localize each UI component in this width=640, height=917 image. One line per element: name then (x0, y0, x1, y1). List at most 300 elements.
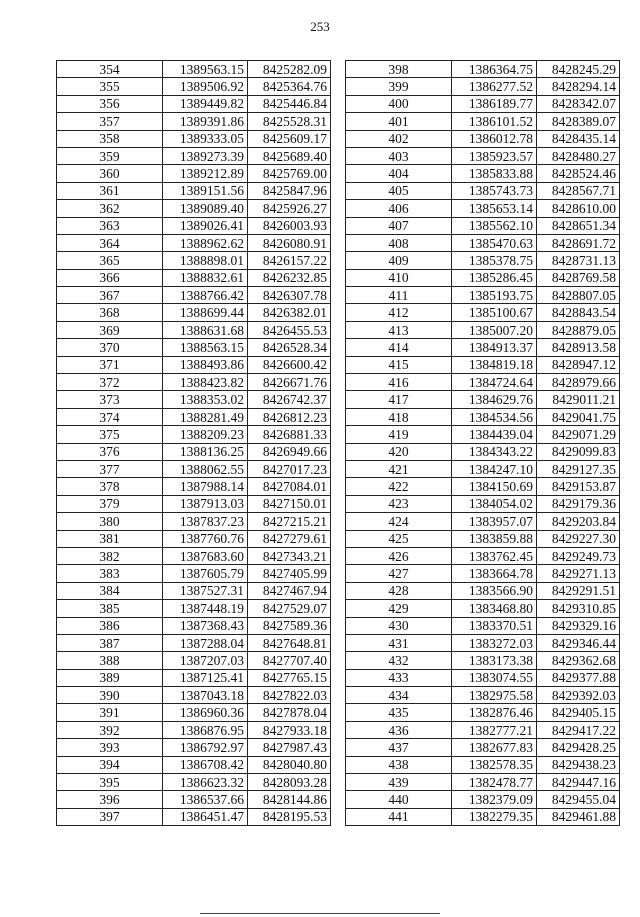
x-coordinate-cell: 1389563.15 (163, 61, 248, 78)
table-row (346, 478, 620, 495)
y-coordinate-cell: 8429127.35 (537, 460, 620, 477)
y-coordinate-cell: 8428610.00 (537, 200, 620, 217)
point-number-cell: 361 (57, 182, 163, 199)
table-row (57, 478, 331, 495)
table-row (57, 182, 331, 199)
x-coordinate-cell: 1383566.90 (452, 582, 537, 599)
x-coordinate-cell: 1386012.78 (452, 130, 537, 147)
point-number-cell: 426 (346, 547, 452, 564)
table-row (346, 165, 620, 182)
point-number-cell: 365 (57, 252, 163, 269)
table-row (57, 356, 331, 373)
y-coordinate-cell: 8428524.46 (537, 165, 620, 182)
x-coordinate-cell: 1382677.83 (452, 739, 537, 756)
point-number-cell: 434 (346, 687, 452, 704)
table-row (57, 339, 331, 356)
y-coordinate-cell: 8429362.68 (537, 652, 620, 669)
table-row (57, 565, 331, 582)
table-row (57, 426, 331, 443)
x-coordinate-cell: 1388136.25 (163, 443, 248, 460)
y-coordinate-cell: 8429099.83 (537, 443, 620, 460)
table-row (346, 617, 620, 634)
table-row (346, 669, 620, 686)
x-coordinate-cell: 1387527.31 (163, 582, 248, 599)
y-coordinate-cell: 8429438.23 (537, 756, 620, 773)
point-number-cell: 383 (57, 565, 163, 582)
table-row (57, 582, 331, 599)
point-number-cell: 371 (57, 356, 163, 373)
table-row (57, 374, 331, 391)
table-row (346, 95, 620, 112)
table-row (57, 287, 331, 304)
point-number-cell: 410 (346, 269, 452, 286)
point-number-cell: 411 (346, 287, 452, 304)
y-coordinate-cell: 8428807.05 (537, 287, 620, 304)
x-coordinate-cell: 1384054.02 (452, 495, 537, 512)
point-number-cell: 380 (57, 513, 163, 530)
point-number-cell: 435 (346, 704, 452, 721)
y-coordinate-cell: 8426881.33 (248, 426, 331, 443)
y-coordinate-cell: 8428389.07 (537, 113, 620, 130)
y-coordinate-cell: 8429071.29 (537, 426, 620, 443)
y-coordinate-cell: 8429249.73 (537, 547, 620, 564)
table-row (346, 252, 620, 269)
x-coordinate-cell: 1386364.75 (452, 61, 537, 78)
table-row (57, 113, 331, 130)
table-row (57, 95, 331, 112)
point-number-cell: 437 (346, 739, 452, 756)
y-coordinate-cell: 8429417.22 (537, 721, 620, 738)
table-row (346, 217, 620, 234)
table-row (57, 791, 331, 808)
y-coordinate-cell: 8428435.14 (537, 130, 620, 147)
table-row (57, 61, 331, 78)
point-number-cell: 430 (346, 617, 452, 634)
y-coordinate-cell: 8428913.58 (537, 339, 620, 356)
x-coordinate-cell: 1385653.14 (452, 200, 537, 217)
point-number-cell: 412 (346, 304, 452, 321)
x-coordinate-cell: 1382578.35 (452, 756, 537, 773)
point-number-cell: 391 (57, 704, 163, 721)
x-coordinate-cell: 1385007.20 (452, 321, 537, 338)
x-coordinate-cell: 1386101.52 (452, 113, 537, 130)
y-coordinate-cell: 8426671.76 (248, 374, 331, 391)
y-coordinate-cell: 8429041.75 (537, 408, 620, 425)
y-coordinate-cell: 8427765.15 (248, 669, 331, 686)
point-number-cell: 372 (57, 374, 163, 391)
point-number-cell: 392 (57, 721, 163, 738)
y-coordinate-cell: 8425282.09 (248, 61, 331, 78)
point-number-cell: 419 (346, 426, 452, 443)
x-coordinate-cell: 1382379.09 (452, 791, 537, 808)
x-coordinate-cell: 1383074.55 (452, 669, 537, 686)
table-row (57, 321, 331, 338)
point-number-cell: 366 (57, 269, 163, 286)
y-coordinate-cell: 8427933.18 (248, 721, 331, 738)
point-number-cell: 420 (346, 443, 452, 460)
y-coordinate-cell: 8425528.31 (248, 113, 331, 130)
page-number: 253 (310, 19, 330, 34)
x-coordinate-cell: 1388766.42 (163, 287, 248, 304)
point-number-cell: 368 (57, 304, 163, 321)
x-coordinate-cell: 1385923.57 (452, 147, 537, 164)
y-coordinate-cell: 8428294.14 (537, 78, 620, 95)
x-coordinate-cell: 1388062.55 (163, 460, 248, 477)
table-row (57, 704, 331, 721)
y-coordinate-cell: 8427648.81 (248, 634, 331, 651)
table-row (346, 130, 620, 147)
table-row (346, 600, 620, 617)
table-row (346, 513, 620, 530)
point-number-cell: 364 (57, 234, 163, 251)
table-row (57, 304, 331, 321)
y-coordinate-cell: 8429203.84 (537, 513, 620, 530)
y-coordinate-cell: 8428093.28 (248, 774, 331, 791)
table-row (57, 530, 331, 547)
point-number-cell: 413 (346, 321, 452, 338)
y-coordinate-cell: 8429455.04 (537, 791, 620, 808)
table-row (346, 634, 620, 651)
point-number-cell: 428 (346, 582, 452, 599)
point-number-cell: 384 (57, 582, 163, 599)
y-coordinate-cell: 8429447.16 (537, 774, 620, 791)
x-coordinate-cell: 1386537.66 (163, 791, 248, 808)
x-coordinate-cell: 1388493.86 (163, 356, 248, 373)
point-number-cell: 373 (57, 391, 163, 408)
point-number-cell: 432 (346, 652, 452, 669)
y-coordinate-cell: 8427822.03 (248, 687, 331, 704)
table-row (57, 547, 331, 564)
table-row (346, 78, 620, 95)
y-coordinate-cell: 8426742.37 (248, 391, 331, 408)
x-coordinate-cell: 1384439.04 (452, 426, 537, 443)
point-number-cell: 374 (57, 408, 163, 425)
y-coordinate-cell: 8425926.27 (248, 200, 331, 217)
table-row (57, 687, 331, 704)
point-number-cell: 400 (346, 95, 452, 112)
table-row (57, 165, 331, 182)
table-row (57, 652, 331, 669)
x-coordinate-cell: 1386876.95 (163, 721, 248, 738)
point-number-cell: 370 (57, 339, 163, 356)
y-coordinate-cell: 8427343.21 (248, 547, 331, 564)
table-row (57, 252, 331, 269)
x-coordinate-cell: 1386960.36 (163, 704, 248, 721)
table-row (346, 704, 620, 721)
y-coordinate-cell: 8425847.96 (248, 182, 331, 199)
x-coordinate-cell: 1384913.37 (452, 339, 537, 356)
y-coordinate-cell: 8429179.36 (537, 495, 620, 512)
y-coordinate-cell: 8426157.22 (248, 252, 331, 269)
x-coordinate-cell: 1389506.92 (163, 78, 248, 95)
coordinates-table-left (56, 60, 331, 826)
x-coordinate-cell: 1388898.01 (163, 252, 248, 269)
table-row (346, 408, 620, 425)
table-row (346, 287, 620, 304)
table-row (57, 443, 331, 460)
x-coordinate-cell: 1389089.40 (163, 200, 248, 217)
y-coordinate-cell: 8428843.54 (537, 304, 620, 321)
y-coordinate-cell: 8426455.53 (248, 321, 331, 338)
y-coordinate-cell: 8425689.40 (248, 147, 331, 164)
x-coordinate-cell: 1386189.77 (452, 95, 537, 112)
table-row (346, 547, 620, 564)
table-row (57, 217, 331, 234)
x-coordinate-cell: 1384534.56 (452, 408, 537, 425)
x-coordinate-cell: 1387043.18 (163, 687, 248, 704)
y-coordinate-cell: 8429291.51 (537, 582, 620, 599)
y-coordinate-cell: 8426812.23 (248, 408, 331, 425)
point-number-cell: 367 (57, 287, 163, 304)
y-coordinate-cell: 8428979.66 (537, 374, 620, 391)
x-coordinate-cell: 1383859.88 (452, 530, 537, 547)
table-row (346, 808, 620, 825)
x-coordinate-cell: 1387988.14 (163, 478, 248, 495)
y-coordinate-cell: 8427215.21 (248, 513, 331, 530)
table-row (346, 269, 620, 286)
table-row (57, 391, 331, 408)
x-coordinate-cell: 1389026.41 (163, 217, 248, 234)
table-row (346, 182, 620, 199)
y-coordinate-cell: 8429405.15 (537, 704, 620, 721)
table-row (346, 530, 620, 547)
point-number-cell: 395 (57, 774, 163, 791)
y-coordinate-cell: 8426528.34 (248, 339, 331, 356)
table-row (57, 513, 331, 530)
table-row (346, 582, 620, 599)
point-number-cell: 362 (57, 200, 163, 217)
y-coordinate-cell: 8429011.21 (537, 391, 620, 408)
point-number-cell: 382 (57, 547, 163, 564)
y-coordinate-cell: 8426382.01 (248, 304, 331, 321)
point-number-cell: 389 (57, 669, 163, 686)
table-row (346, 200, 620, 217)
table-row (346, 304, 620, 321)
point-number-cell: 406 (346, 200, 452, 217)
table-row (57, 739, 331, 756)
x-coordinate-cell: 1383762.45 (452, 547, 537, 564)
x-coordinate-cell: 1388962.62 (163, 234, 248, 251)
point-number-cell: 401 (346, 113, 452, 130)
point-number-cell: 424 (346, 513, 452, 530)
y-coordinate-cell: 8428731.13 (537, 252, 620, 269)
point-number-cell: 427 (346, 565, 452, 582)
point-number-cell: 405 (346, 182, 452, 199)
x-coordinate-cell: 1388631.68 (163, 321, 248, 338)
table-row (57, 460, 331, 477)
x-coordinate-cell: 1383370.51 (452, 617, 537, 634)
point-number-cell: 408 (346, 234, 452, 251)
y-coordinate-cell: 8427150.01 (248, 495, 331, 512)
table-row (57, 234, 331, 251)
point-number-cell: 398 (346, 61, 452, 78)
x-coordinate-cell: 1388353.02 (163, 391, 248, 408)
point-number-cell: 441 (346, 808, 452, 825)
x-coordinate-cell: 1385833.88 (452, 165, 537, 182)
x-coordinate-cell: 1389151.56 (163, 182, 248, 199)
table-row (346, 321, 620, 338)
table-row (57, 408, 331, 425)
point-number-cell: 403 (346, 147, 452, 164)
x-coordinate-cell: 1386277.52 (452, 78, 537, 95)
y-coordinate-cell: 8429227.30 (537, 530, 620, 547)
x-coordinate-cell: 1384819.18 (452, 356, 537, 373)
point-number-cell: 375 (57, 426, 163, 443)
point-number-cell: 409 (346, 252, 452, 269)
y-coordinate-cell: 8428040.80 (248, 756, 331, 773)
table-row (57, 200, 331, 217)
table-row (57, 495, 331, 512)
table-row (346, 652, 620, 669)
y-coordinate-cell: 8425446.84 (248, 95, 331, 112)
y-coordinate-cell: 8429310.85 (537, 600, 620, 617)
table-row (57, 130, 331, 147)
point-number-cell: 385 (57, 600, 163, 617)
point-number-cell: 425 (346, 530, 452, 547)
y-coordinate-cell: 8427017.23 (248, 460, 331, 477)
y-coordinate-cell: 8429329.16 (537, 617, 620, 634)
x-coordinate-cell: 1387760.76 (163, 530, 248, 547)
table-row (346, 356, 620, 373)
table-row (346, 61, 620, 78)
point-number-cell: 397 (57, 808, 163, 825)
point-number-cell: 416 (346, 374, 452, 391)
y-coordinate-cell: 8425769.00 (248, 165, 331, 182)
y-coordinate-cell: 8429377.88 (537, 669, 620, 686)
table-row (346, 339, 620, 356)
x-coordinate-cell: 1383957.07 (452, 513, 537, 530)
point-number-cell: 393 (57, 739, 163, 756)
x-coordinate-cell: 1389391.86 (163, 113, 248, 130)
y-coordinate-cell: 8427987.43 (248, 739, 331, 756)
table-row (346, 791, 620, 808)
point-number-cell: 377 (57, 460, 163, 477)
x-coordinate-cell: 1384724.64 (452, 374, 537, 391)
x-coordinate-cell: 1387368.43 (163, 617, 248, 634)
y-coordinate-cell: 8426232.85 (248, 269, 331, 286)
x-coordinate-cell: 1385286.45 (452, 269, 537, 286)
point-number-cell: 363 (57, 217, 163, 234)
x-coordinate-cell: 1382478.77 (452, 774, 537, 791)
point-number-cell: 357 (57, 113, 163, 130)
table-row (346, 234, 620, 251)
x-coordinate-cell: 1384629.76 (452, 391, 537, 408)
point-number-cell: 433 (346, 669, 452, 686)
table-row (57, 634, 331, 651)
point-number-cell: 418 (346, 408, 452, 425)
y-coordinate-cell: 8427405.99 (248, 565, 331, 582)
x-coordinate-cell: 1384247.10 (452, 460, 537, 477)
x-coordinate-cell: 1384343.22 (452, 443, 537, 460)
x-coordinate-cell: 1387288.04 (163, 634, 248, 651)
coordinates-table-right (345, 60, 620, 826)
x-coordinate-cell: 1385378.75 (452, 252, 537, 269)
point-number-cell: 379 (57, 495, 163, 512)
table-row (57, 774, 331, 791)
x-coordinate-cell: 1382777.21 (452, 721, 537, 738)
table-row (346, 460, 620, 477)
y-coordinate-cell: 8427467.94 (248, 582, 331, 599)
x-coordinate-cell: 1388281.49 (163, 408, 248, 425)
y-coordinate-cell: 8428342.07 (537, 95, 620, 112)
table-row (346, 113, 620, 130)
y-coordinate-cell: 8427878.04 (248, 704, 331, 721)
point-number-cell: 422 (346, 478, 452, 495)
table-row (346, 391, 620, 408)
y-coordinate-cell: 8426307.78 (248, 287, 331, 304)
y-coordinate-cell: 8428245.29 (537, 61, 620, 78)
point-number-cell: 423 (346, 495, 452, 512)
point-number-cell: 407 (346, 217, 452, 234)
point-number-cell: 439 (346, 774, 452, 791)
y-coordinate-cell: 8429153.87 (537, 478, 620, 495)
point-number-cell: 415 (346, 356, 452, 373)
point-number-cell: 431 (346, 634, 452, 651)
table-row (346, 443, 620, 460)
table-row (57, 721, 331, 738)
point-number-cell: 421 (346, 460, 452, 477)
point-number-cell: 390 (57, 687, 163, 704)
x-coordinate-cell: 1383664.78 (452, 565, 537, 582)
x-coordinate-cell: 1383272.03 (452, 634, 537, 651)
point-number-cell: 356 (57, 95, 163, 112)
table-row (57, 600, 331, 617)
table-row (57, 756, 331, 773)
table-row (57, 78, 331, 95)
y-coordinate-cell: 8429392.03 (537, 687, 620, 704)
y-coordinate-cell: 8425364.76 (248, 78, 331, 95)
y-coordinate-cell: 8427084.01 (248, 478, 331, 495)
x-coordinate-cell: 1388209.23 (163, 426, 248, 443)
x-coordinate-cell: 1388423.82 (163, 374, 248, 391)
x-coordinate-cell: 1383468.80 (452, 600, 537, 617)
table-row (346, 495, 620, 512)
x-coordinate-cell: 1385562.10 (452, 217, 537, 234)
x-coordinate-cell: 1384150.69 (452, 478, 537, 495)
point-number-cell: 414 (346, 339, 452, 356)
x-coordinate-cell: 1386708.42 (163, 756, 248, 773)
point-number-cell: 436 (346, 721, 452, 738)
x-coordinate-cell: 1382876.46 (452, 704, 537, 721)
x-coordinate-cell: 1389333.05 (163, 130, 248, 147)
x-coordinate-cell: 1388699.44 (163, 304, 248, 321)
y-coordinate-cell: 8426003.93 (248, 217, 331, 234)
y-coordinate-cell: 8427529.07 (248, 600, 331, 617)
y-coordinate-cell: 8427589.36 (248, 617, 331, 634)
x-coordinate-cell: 1385100.67 (452, 304, 537, 321)
table-row (346, 721, 620, 738)
x-coordinate-cell: 1386451.47 (163, 808, 248, 825)
table-row (346, 374, 620, 391)
y-coordinate-cell: 8428567.71 (537, 182, 620, 199)
x-coordinate-cell: 1389449.82 (163, 95, 248, 112)
table-row (346, 687, 620, 704)
point-number-cell: 399 (346, 78, 452, 95)
point-number-cell: 402 (346, 130, 452, 147)
y-coordinate-cell: 8428879.05 (537, 321, 620, 338)
point-number-cell: 354 (57, 61, 163, 78)
x-coordinate-cell: 1387448.19 (163, 600, 248, 617)
x-coordinate-cell: 1385193.75 (452, 287, 537, 304)
x-coordinate-cell: 1389273.39 (163, 147, 248, 164)
point-number-cell: 404 (346, 165, 452, 182)
x-coordinate-cell: 1387913.03 (163, 495, 248, 512)
table-row (57, 808, 331, 825)
y-coordinate-cell: 8428947.12 (537, 356, 620, 373)
table-row (346, 147, 620, 164)
y-coordinate-cell: 8426949.66 (248, 443, 331, 460)
x-coordinate-cell: 1386792.97 (163, 739, 248, 756)
